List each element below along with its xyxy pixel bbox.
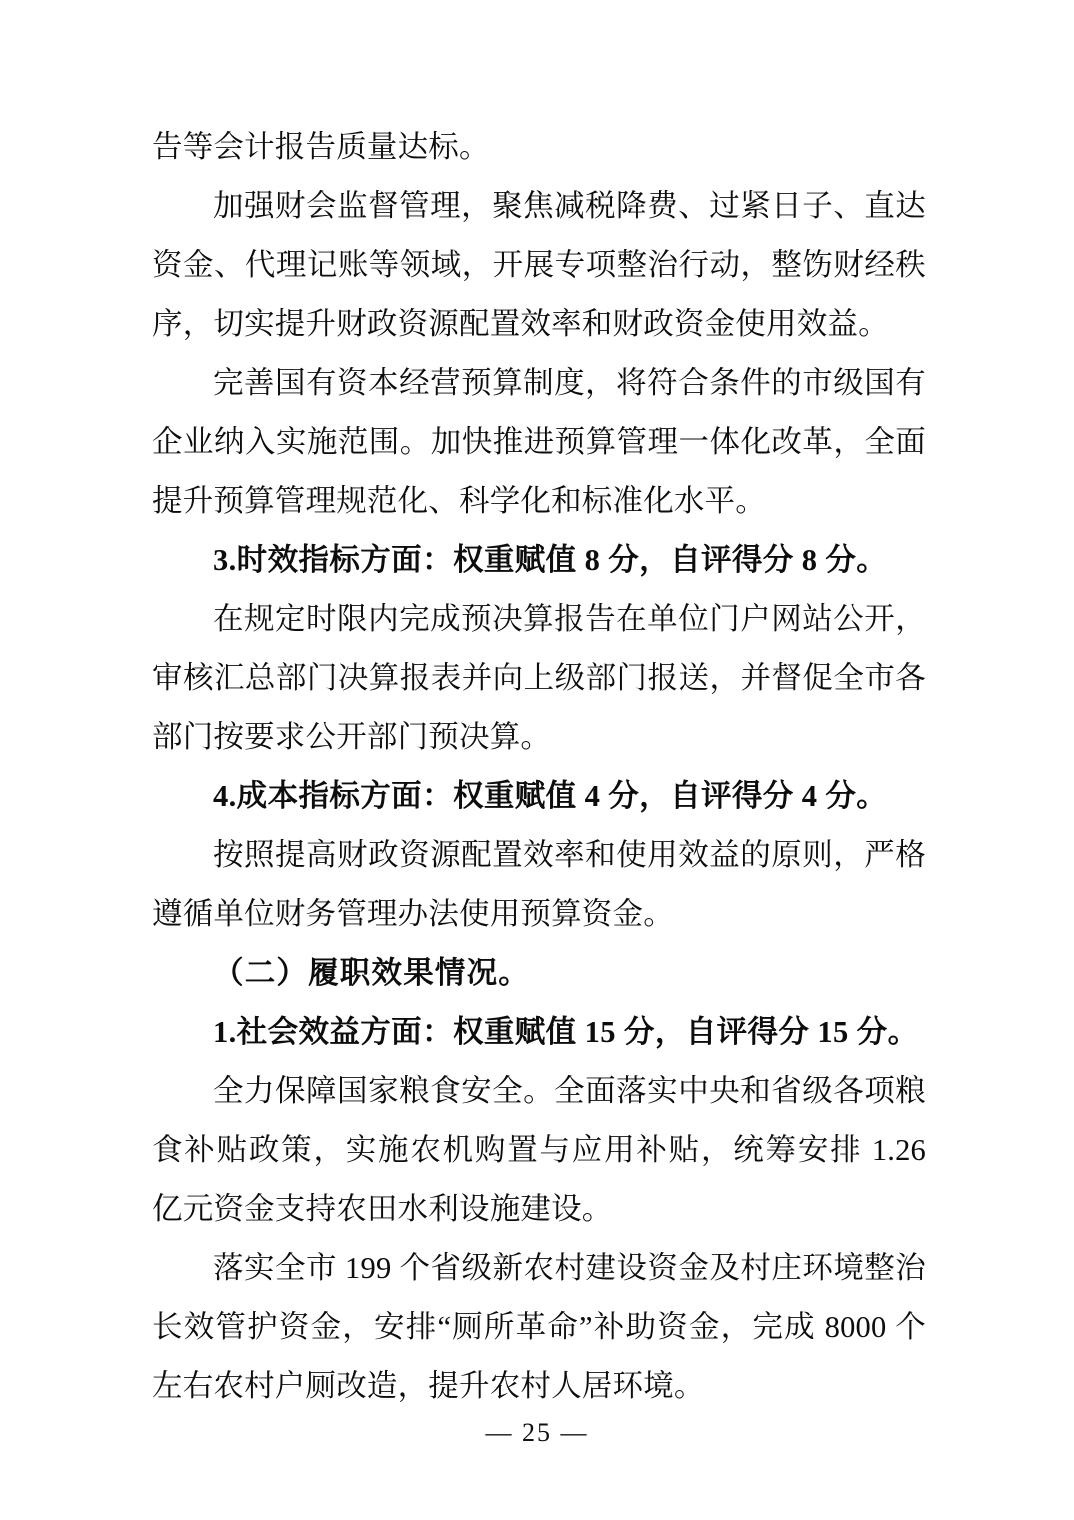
heading-social-benefit-indicator: 1.社会效益方面：权重赋值 15 分，自评得分 15 分。 xyxy=(213,1015,919,1049)
document-body xyxy=(152,118,926,1416)
heading-timeliness-indicator: 3.时效指标方面：权重赋值 8 分，自评得分 8 分。 xyxy=(213,543,888,577)
paragraph-financial-supervision: 加强财会监督管理，聚焦减税降费、过紧日子、直达资金、代理记账等领域，开展专项整治行动，整饬财经秩序，切实提升财政资源配置效率和财政资金使用效益。 xyxy=(152,189,926,341)
page-number: — 25 — xyxy=(485,1418,589,1447)
paragraph-food-security: 全力保障国家粮食安全。全面落实中央和省级各项粮食补贴政策，实施农机购置与应用补贴，统筹安排 1.26 亿元资金支持农田水利设施建设。 xyxy=(152,1074,926,1226)
paragraph-timeliness-detail: 在规定时限内完成预决算报告在单位门户网站公开，审核汇总部门决算报表并向上级部门报送，并督促全市各部门按要求公开部门预决算。 xyxy=(152,602,926,754)
heading-cost-indicator: 4.成本指标方面：权重赋值 4 分，自评得分 4 分。 xyxy=(213,779,888,813)
paragraph-village-environment: 落实全市 199 个省级新农村建设资金及村庄环境整治长效管护资金，安排“厕所革命”补助资金，完成 8000 个左右农村户厕改造，提升农村人居环境。 xyxy=(152,1251,926,1403)
paragraph-continuation: 告等会计报告质量达标。 xyxy=(152,130,490,164)
heading-section-two-performance-effect: （二）履职效果情况。 xyxy=(213,956,530,990)
paragraph-state-capital-budget: 完善国有资本经营预算制度，将符合条件的市级国有企业纳入实施范围。加快推进预算管理一体化改革，全面提升预算管理规范化、科学化和标准化水平。 xyxy=(152,366,926,518)
paragraph-cost-detail: 按照提高财政资源配置效率和使用效益的原则，严格遵循单位财务管理办法使用预算资金。 xyxy=(152,838,926,931)
